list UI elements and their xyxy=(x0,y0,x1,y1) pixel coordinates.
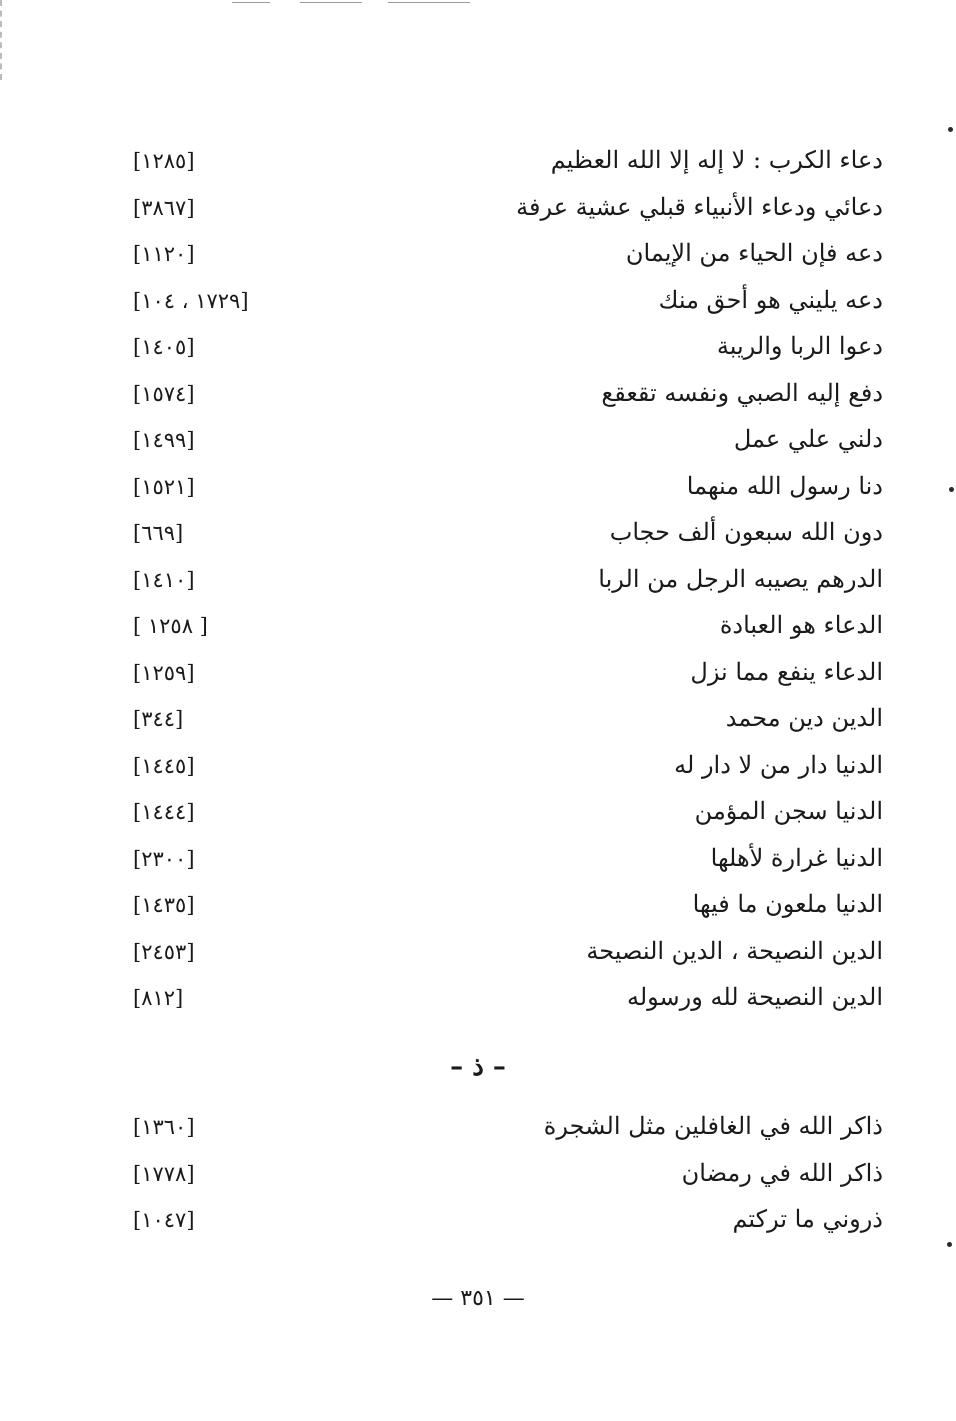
index-entry xyxy=(0,469,956,516)
entry-hadith-number: [٣٤٤] xyxy=(133,707,184,731)
entry-phrase: الدين دين محمد xyxy=(725,704,883,732)
index-entries-dhal xyxy=(0,1109,956,1249)
entry-hadith-number: [١١٢٠] xyxy=(133,242,195,266)
entry-hadith-number: [١٤٠٥] xyxy=(133,335,195,359)
entry-phrase: دعه يليني هو أحق منك xyxy=(658,285,883,314)
entry-hadith-number: [١٤٤٥] xyxy=(133,753,195,778)
entry-hadith-number: [١٤١٠] xyxy=(133,567,195,592)
index-entry xyxy=(0,236,956,283)
entry-hadith-number: [١٣٦٠] xyxy=(133,1115,195,1139)
index-entry xyxy=(0,608,956,655)
entry-hadith-number: [٣٨٦٧] xyxy=(133,195,195,220)
entry-phrase: ذروني ما تركتم xyxy=(732,1205,883,1233)
index-entry xyxy=(0,934,956,981)
entry-phrase: الدعاء ينفع مما نزل xyxy=(690,657,883,686)
index-entry xyxy=(0,562,956,609)
entry-phrase: الدين النصيحة لله ورسوله xyxy=(626,983,883,1011)
index-entry xyxy=(0,794,956,841)
index-entry xyxy=(0,283,956,330)
index-entry xyxy=(0,748,956,795)
entry-hadith-number: [١٧٢٩ ، ١٠٤] xyxy=(133,288,249,313)
entry-hadith-number: [١٤٣٥] xyxy=(133,893,195,917)
entry-hadith-number: [٢٣٠٠] xyxy=(133,846,195,871)
index-entry xyxy=(0,655,956,702)
entry-hadith-number: [٢٤٥٣] xyxy=(133,939,195,964)
entry-phrase: دعوا الربا والريبة xyxy=(716,332,883,360)
entry-hadith-number: [١٠٤٧] xyxy=(133,1208,195,1232)
entry-phrase: الدنيا غرارة لأهلها xyxy=(710,843,883,872)
entry-phrase: دلني علي عمل xyxy=(733,425,883,453)
entry-phrase: دنا رسول الله منهما xyxy=(686,471,883,500)
entry-phrase: دفع إليه الصبي ونفسه تقعقع xyxy=(601,378,883,407)
entry-phrase: دون الله سبعون ألف حجاب xyxy=(609,518,883,546)
entry-phrase: الدرهم يصيبه الرجل من الربا xyxy=(598,564,883,593)
entry-phrase: الدنيا ملعون ما فيها xyxy=(692,890,883,918)
index-entry xyxy=(0,143,956,190)
index-entry xyxy=(0,701,956,748)
entry-phrase: ذاكر الله في الغافلين مثل الشجرة xyxy=(543,1112,883,1140)
index-entry xyxy=(0,1202,956,1249)
index-entry xyxy=(0,329,956,376)
entry-hadith-number: [٦٦٩] xyxy=(133,521,184,545)
index-entry xyxy=(0,515,956,562)
section-heading-dhal: – ذ – xyxy=(450,1052,506,1082)
index-entry xyxy=(0,1156,956,1203)
entry-hadith-number: [ ١٢٥٨ ] xyxy=(133,614,208,638)
index-entry xyxy=(0,980,956,1027)
index-entry xyxy=(0,422,956,469)
entry-hadith-number: [١٧٧٨] xyxy=(133,1161,195,1186)
entry-hadith-number: [١٥٧٤] xyxy=(133,381,195,406)
entry-hadith-number: [١٤٩٩] xyxy=(133,428,195,452)
entry-phrase: الدنيا دار من لا دار له xyxy=(674,750,883,779)
entry-phrase: دعاء الكرب : لا إله إلا الله العظيم xyxy=(550,146,883,174)
entry-phrase: الدنيا سجن المؤمن xyxy=(694,797,883,825)
entry-hadith-number: [١٤٤٤] xyxy=(133,800,195,824)
entry-hadith-number: [١٢٥٩] xyxy=(133,660,195,685)
index-entry xyxy=(0,887,956,934)
index-entry xyxy=(0,841,956,888)
index-entry xyxy=(0,1109,956,1156)
page-number: — ٣٥١ — xyxy=(431,1286,525,1311)
entry-phrase: الدين النصيحة ، الدين النصيحة xyxy=(586,936,883,965)
index-entry xyxy=(0,190,956,237)
index-entries-dal xyxy=(0,143,956,1027)
entry-phrase: ذاكر الله في رمضان xyxy=(681,1158,883,1187)
index-entry xyxy=(0,376,956,423)
scan-speck xyxy=(948,127,953,132)
entry-phrase: دعائي ودعاء الأنبياء قبلي عشية عرفة xyxy=(516,192,883,221)
entry-hadith-number: [١٥٢١] xyxy=(133,474,195,499)
entry-phrase: دعه فإن الحياء من الإيمان xyxy=(625,239,883,267)
entry-phrase: الدعاء هو العبادة xyxy=(719,611,883,639)
top-rule-decoration xyxy=(0,0,956,6)
entry-hadith-number: [٨١٢] xyxy=(133,986,184,1010)
entry-hadith-number: [١٢٨٥] xyxy=(133,149,195,173)
page-edge-mark xyxy=(0,0,5,80)
